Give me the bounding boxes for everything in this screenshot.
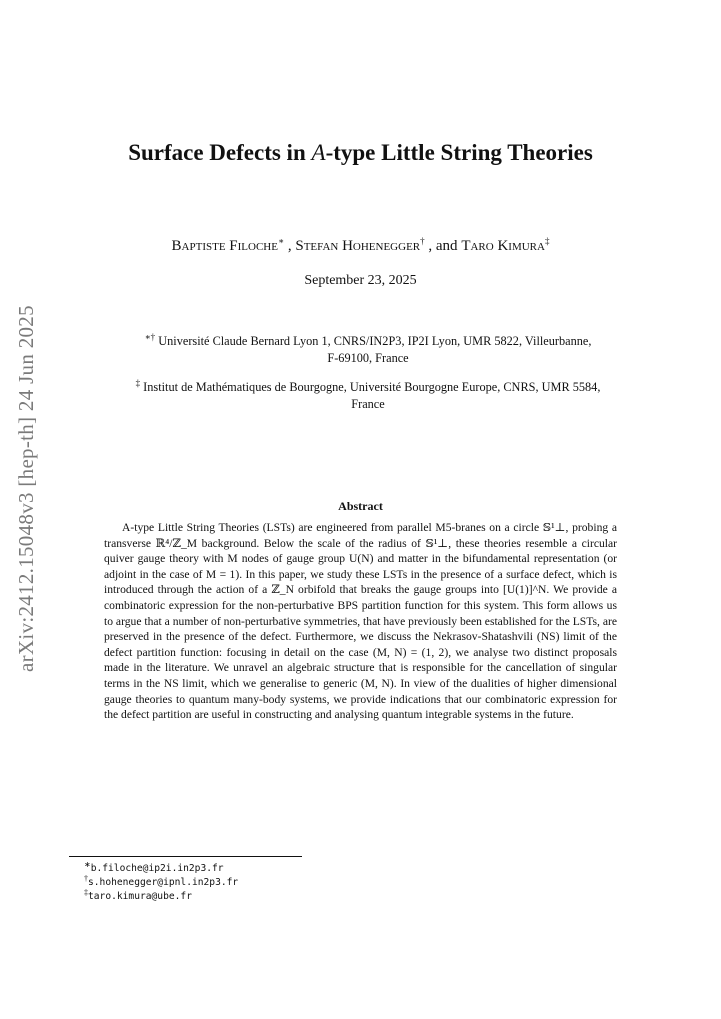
footnote-mark-2: † (84, 874, 88, 883)
affiliation-2-line2: France (351, 397, 385, 412)
title-part2: -type Little String Theories (325, 140, 593, 165)
author-list (0, 236, 721, 255)
footnote-3 (84, 888, 192, 902)
author-sep-1: , (284, 238, 296, 254)
paper-date: September 23, 2025 (304, 273, 417, 288)
author-name-3: Taro Kimura (461, 238, 545, 254)
affiliation-mark-1: ∗† (144, 332, 156, 342)
author-mark-2: † (420, 236, 425, 246)
affiliation-mark-2: ‡ (135, 378, 141, 388)
paper-title (0, 140, 721, 166)
author-name-1: Baptiste Filoche (171, 238, 278, 254)
footnote-email-2[interactable]: s.hohenegger@ipnl.in2p3.fr (88, 877, 239, 889)
title-italic: A (311, 140, 326, 165)
footnote-email-3[interactable]: taro.kimura@ube.fr (88, 891, 192, 903)
footnote-email-1[interactable]: b.filoche@ip2i.in2p3.fr (90, 863, 224, 875)
abstract-heading: Abstract (338, 499, 383, 513)
affiliation-2 (78, 375, 658, 413)
author-mark-3: ‡ (544, 236, 550, 246)
footnote-1 (84, 860, 224, 874)
affiliation-2-line1: Institut de Mathématiques de Bourgogne, Université Bourgogne Europe, CNRS, UMR 5584, (143, 380, 601, 395)
footnote-2 (84, 874, 238, 888)
footnote-mark-3: ‡ (84, 888, 88, 897)
affiliation-1-line2: F-69100, France (327, 351, 409, 366)
author-mark-1: ∗ (277, 236, 285, 246)
arxiv-stamp: arXiv:2412.15048v3 [hep-th] 24 Jun 2025 (14, 305, 38, 672)
author-sep-2: , and (424, 238, 462, 254)
footnote-rule (69, 856, 302, 857)
title-part1: Surface Defects in (128, 140, 312, 165)
footnote-mark-1: ∗ (84, 860, 91, 869)
abstract-body: A-type Little String Theories (LSTs) are engineered from parallel M5-branes on a circle 𝕊¹⊥, probing a transverse ℝ⁴/ℤ_M background. Below the scale of the radius of 𝕊¹⊥, these theories resemble a circular quiver gauge theory with M nodes of gauge group U(N) and matter in the bifundamental representation (or adjoint in the case of M = 1). In this paper, we study these LSTs in the presence of a surface defect, which is introduced through the action of a ℤ_N orbifold that breaks the gauge groups into [U(1)]^N. We provide a combinatoric expression for the non-perturbative BPS partition function for this system. This form allows us to argue that a number of non-perturbative symmetries, that have previously been established for the LSTs, are preserved in the presence of the defect. Furthermore, we discuss the Nekrasov-Shatashvili (NS) limit of the defect partition function: focusing in detail on the case (M, N) = (1, 2), we analyse two distinct proposals made in the literature. We unravel an algebraic structure that is responsible for the cancellation of singular terms in the NS limit, which we generalise to generic (M, N). In view of the dualities of higher dimensional gauge theories to quantum many-body systems, we provide indications that our combinatoric expression for the defect partition are useful in constructing and analysing quantum integrable systems in the future. (104, 521, 617, 722)
affiliation-1-line1: Université Claude Bernard Lyon 1, CNRS/IN2P3, IP2I Lyon, UMR 5822, Villeurbanne, (158, 334, 592, 349)
affiliation-1 (78, 329, 658, 367)
author-name-2: Stefan Hohenegger (295, 238, 421, 254)
